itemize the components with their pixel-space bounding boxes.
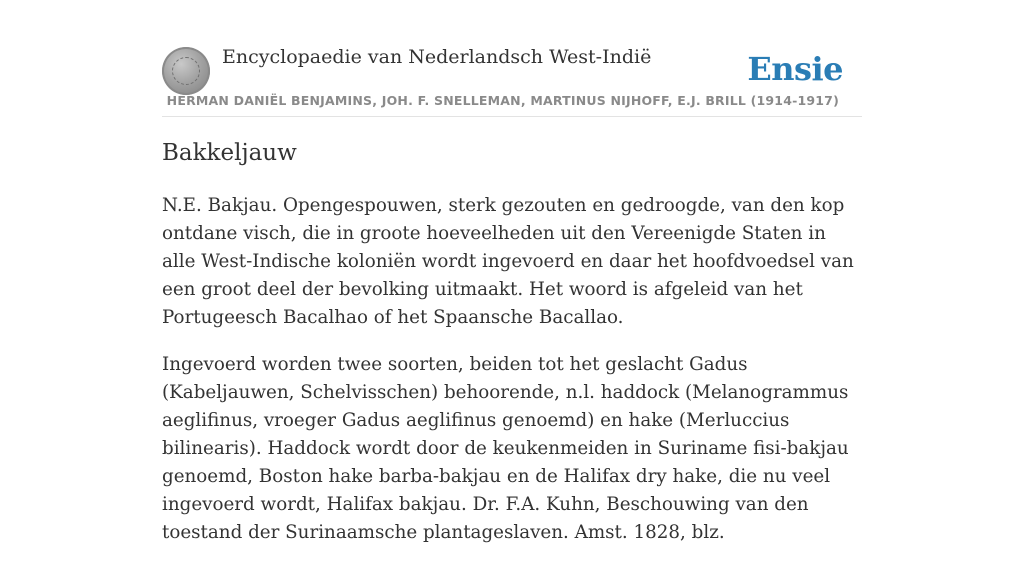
header — [162, 0, 862, 117]
authors-line: HERMAN DANIËL BENJAMINS, JOH. F. SNELLEMAN, MARTINUS NIJHOFF, E.J. BRILL (1914-1917) — [166, 93, 839, 108]
article-title: Bakkeljauw — [162, 140, 297, 166]
encyclopedia-title[interactable]: Encyclopaedie van Nederlandsch West-Indië — [222, 46, 652, 68]
ensie-logo[interactable]: Ensie — [747, 50, 843, 88]
article-paragraph: Ingevoerd worden twee soorten, beiden tot het geslacht Gadus (Kabeljauwen, Schelvisschen) behoorende, n.l. haddock (Melanogrammus aeglifinus, vroeger Gadus aeglifinus genoemd) en hake (Merluccius bilinearis). Haddock wordt door de keukenmeiden in Suriname fisi-bakjau genoemd, Boston hake barba-bakjau en de Halifax dry hake, die nu veel ingevoerd wordt, Halifax bakjau. Dr. F.A. Kuhn, Beschouwing van den toestand der Surinaamsche plantageslaven. Amst. 1828, blz. — [162, 354, 849, 543]
page — [162, 0, 862, 543]
article-paragraph: N.E. Bakjau. Opengespouwen, sterk gezouten en gedroogde, van den kop ontdane visch, die in groote hoeveelheden uit den Vereenigde Staten in alle West-Indische koloniën wordt ingevoerd en daar het hoofdvoedsel van een groot deel der bevolking uitmaakt. Het woord is afgeleid van het Portugeesch Bacalhao of het Spaansche Bacallao. — [162, 195, 854, 328]
article-body — [162, 192, 862, 566]
coin-seal-icon[interactable] — [162, 47, 210, 95]
